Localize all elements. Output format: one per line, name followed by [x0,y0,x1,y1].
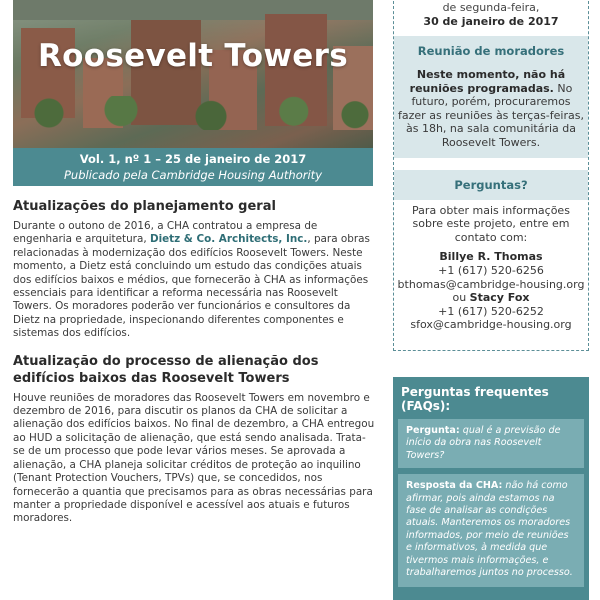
questions-title: Perguntas? [394,170,588,200]
contact-name: Stacy Fox [469,291,530,305]
article-text [13,220,375,341]
questions-text: Para obter mais informações sobre este projeto, entre em contato com: [412,203,570,244]
meeting-rest-text: No futuro, porém, procuraremos fazer as reuniões às terças-feiras, às 18h, na sala comunitária da Roosevelt Towers. [398,81,584,149]
publisher-line: Publicado pela Cambridge Housing Authority [63,168,322,182]
question-text: qual é a previsão de início da obra nas Roosevelt Towers? [406,425,561,461]
email-link[interactable]: sfox@cambridge-housing.org [410,318,572,332]
article-text: Houve reuniões de moradores das Roosevelt Towers em novembro e dezembro de 2016, para discutir os planos da CHA de solicitar a alienação dos edifícios baixos. No final de dezembro, a CHA entregou ao HUD a solicitação de alienação, que está sendo analisada. Trata-se de um processo que pode levar vários meses. Se aprovada a alienação, a CHA planeja solicitar créditos de proteção ao inquilino (Tenant Protection Vouchers, TPVs) que, se concedidos, nos fornecerão a quantia que precisamos para as obras necessárias para manter a propriedade disponível e acessível aos atuais e futuros moradores. [13,391,375,525]
meeting-title: Reunião de moradores [417,44,565,58]
article-text-part: , para obras relacionadas à modernização dos edifícios Roosevelt Towers. Neste momento, a Dietz está concluindo um estudo das condições atuais dos edifícios baixos e médios, que fornecerão à CHA as informações essenciais para identificar a reforma necessária nas Roosevelt Towers. Os moradores poderão ver funcionários e consultores da Dietz na propriedade, inspecionando diferentes componentes e sistemas dos edifícios. [13,233,370,340]
faq-box [393,377,589,600]
contact-email[interactable] [394,278,588,292]
meeting-bold-text: Neste momento, não há reuniões programadas. [409,68,566,95]
question-label: Pergunta: [406,425,460,436]
contact-name: Billye R. Thomas [439,250,543,264]
meeting-header [394,36,588,158]
article-title: Atualizações do planejamento geral [13,199,276,214]
photo-trees [13,96,373,130]
article-text-part: Durante o outono de 2016, a CHA contratou a empresa de engenharia e arquitetura, [13,220,318,246]
article-disposition [13,353,375,526]
or-text: ou [452,291,467,305]
notice-date: 30 de janeiro de 2017 [423,15,559,28]
date-prefix: de segunda-feira, [442,1,540,14]
notice-box [393,0,589,351]
contact-phone: +1 (617) 520-6252 [438,304,544,318]
faq-answer [398,474,584,587]
article-planning [13,198,375,341]
contact-list [394,250,588,332]
issue-banner [13,148,373,186]
email-link[interactable]: bthomas@cambridge-housing.org [397,277,585,291]
articles [13,198,375,526]
issue-line: Vol. 1, nº 1 – 25 de janeiro de 2017 [79,152,307,166]
newsletter-title: Roosevelt Towers [38,38,348,74]
answer-text: não há como afirmar, pois ainda estamos na fase de analisar as condições atuais. Manteremos os moradores informados, por meio de reuniões e informativos, à medida que tivermos mais informações, e trabalharemos juntos no processo. [406,480,573,579]
faq-question [398,419,584,468]
architect-name: Dietz & Co. Architects, Inc. [149,233,308,246]
contact-phone: +1 (617) 520-6256 [438,263,544,277]
answer-label: Resposta da CHA: [406,480,503,492]
contact-email[interactable] [394,318,588,332]
article-title: Atualização do processo de alienação dos edifícios baixos das Roosevelt Towers [13,353,319,386]
hero-photo [13,0,373,148]
meeting-text [398,68,584,150]
contact-separator [394,291,588,305]
faq-title: Perguntas frequentes (FAQs): [401,385,549,413]
